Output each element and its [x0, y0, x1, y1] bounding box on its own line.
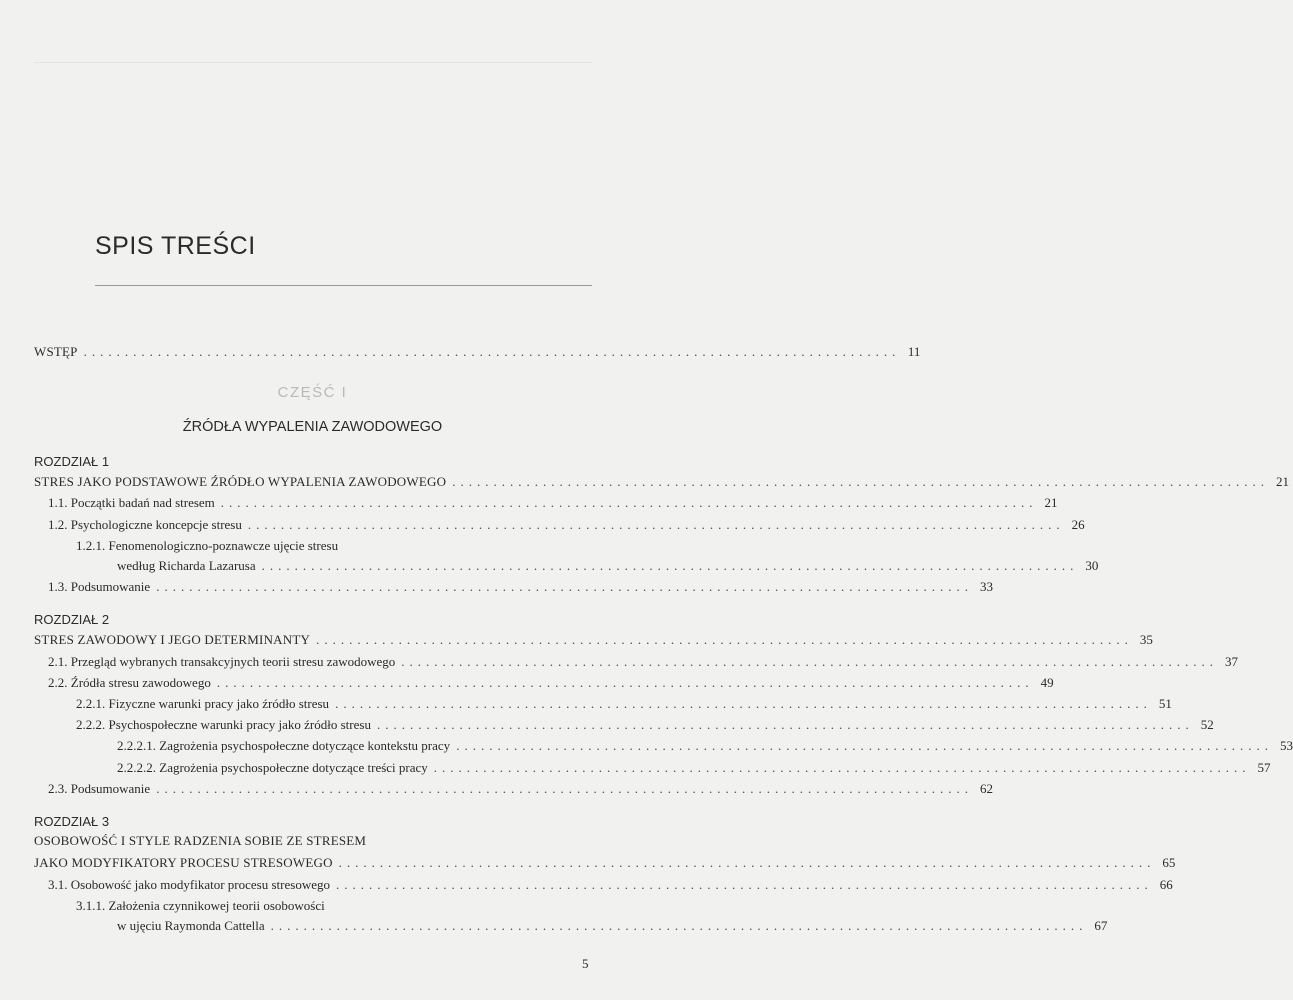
toc-entry-chapter-2[interactable] [34, 632, 1153, 648]
toc-entry-label: STRES ZAWODOWY I JEGO DETERMINANTY [34, 632, 311, 647]
toc-page-number: 49 [1040, 675, 1054, 690]
toc-entry-label: 2.1. Przegląd wybranych transakcyjnych teorii stresu zawodowego [48, 654, 396, 669]
toc-entry-1-2-1[interactable] [117, 558, 1099, 574]
chapter-label: ROZDZIAŁ 1 [34, 454, 110, 469]
toc-entry-label: STRES JAKO PODSTAWOWE ŹRÓDŁO WYPALENIA ZAWODOWEGO [34, 474, 447, 489]
toc-entry-label: WSTĘP [34, 344, 78, 359]
dot-leader: ................................................................................................... [247, 517, 1065, 532]
toc-entry-label: 2.2.2.2. Zagrożenia psychospołeczne dotyczące treści pracy [117, 760, 428, 775]
toc-page-number: 52 [1200, 717, 1214, 732]
toc-page-number: 30 [1085, 558, 1099, 573]
page-number-folio: 5 [582, 956, 589, 971]
toc-entry-label: w ujęciu Raymonda Cattella [117, 918, 265, 933]
toc-page-number: 26 [1071, 517, 1085, 532]
dot-leader: ................................................................................................... [220, 495, 1038, 510]
toc-page-number: 21 [1275, 474, 1289, 489]
toc-entry-label: 2.2.2.1. Zagrożenia psychospołeczne dotyczące kontekstu pracy [117, 738, 451, 753]
dot-leader: ................................................................................................... [83, 344, 901, 359]
toc-entry-label: według Richarda Lazarusa [117, 558, 256, 573]
toc-entry-3-1-1[interactable] [117, 918, 1108, 934]
toc-entry-label: 2.3. Podsumowanie [48, 781, 151, 796]
toc-entry-label: 2.2. Źródła stresu zawodowego [48, 675, 211, 690]
dot-leader: ................................................................................................... [216, 675, 1034, 690]
toc-entry-2-2-2-2[interactable] [117, 760, 1271, 776]
dot-leader: ................................................................................................... [335, 696, 1152, 711]
toc-page-number: 35 [1139, 632, 1153, 647]
dot-leader: ................................................................................................... [376, 717, 1194, 732]
toc-entry-label: 2.2.2. Psychospołeczne warunki pracy jako źródło stresu [76, 717, 371, 732]
toc-page-number: 33 [979, 579, 993, 594]
toc-entry-2-1[interactable] [48, 654, 1239, 670]
toc-entry-label: 3.1. Osobowość jako modyfikator procesu stresowego [48, 877, 330, 892]
toc-entry-label: 1.1. Początki badań nad stresem [48, 495, 215, 510]
dot-leader: ................................................................................................... [335, 877, 1153, 892]
part-title: ŹRÓDŁA WYPALENIA ZAWODOWEGO [182, 419, 443, 435]
chapter-label: ROZDZIAŁ 2 [34, 612, 110, 627]
toc-page-number: 37 [1225, 654, 1239, 669]
toc-page-number: 67 [1094, 918, 1108, 933]
toc-entry-label: 1.2. Psychologiczne koncepcje stresu [48, 517, 242, 532]
toc-page-number: 51 [1158, 696, 1172, 711]
dot-leader: ................................................................................................... [261, 558, 1079, 573]
toc-entry-2-2-2-1[interactable] [117, 738, 1293, 754]
toc-entry-chapter-3[interactable] [34, 855, 1176, 871]
toc-entry-chapter-1[interactable] [34, 474, 1289, 490]
page-title: SPIS TREŚCI [95, 232, 256, 260]
toc-entry-1-1[interactable] [48, 495, 1058, 511]
toc-entry-2-3[interactable] [48, 781, 993, 797]
dot-leader: ................................................................................................... [156, 781, 973, 796]
part-label: CZĘŚĆ I [277, 384, 348, 401]
dot-leader: ................................................................................................... [338, 855, 1156, 870]
toc-page-number: 65 [1162, 855, 1176, 870]
toc-page-number: 62 [979, 781, 993, 796]
toc-page-number: 21 [1044, 495, 1058, 510]
toc-entry-1-2[interactable] [48, 517, 1085, 533]
toc-entry-chapter-3-line1[interactable]: OSOBOWOŚĆ I STYLE RADZENIA SOBIE ZE STRESEM [34, 833, 367, 848]
toc-entry-2-2[interactable] [48, 675, 1054, 691]
dot-leader: ................................................................................................... [316, 632, 1133, 647]
toc-entry-2-2-2[interactable] [76, 717, 1214, 733]
title-rule [95, 285, 592, 286]
toc-page-number: 57 [1257, 760, 1271, 775]
dot-leader: ................................................................................................... [456, 738, 1273, 753]
faint-rule [34, 62, 592, 63]
toc-page-number: 11 [907, 344, 921, 359]
dot-leader: ................................................................................................... [401, 654, 1219, 669]
toc-entry-3-1-1-line1[interactable]: 3.1.1. Założenia czynnikowej teorii osobowości [76, 898, 325, 913]
toc-page-number: 53 [1279, 738, 1293, 753]
dot-leader: ................................................................................................... [156, 579, 973, 594]
toc-entry-label: JAKO MODYFIKATORY PROCESU STRESOWEGO [34, 855, 333, 870]
dot-leader: ................................................................................................... [270, 918, 1088, 933]
toc-entry-label: 1.3. Podsumowanie [48, 579, 151, 594]
dot-leader: ................................................................................................... [433, 760, 1251, 775]
toc-entry-2-2-1[interactable] [76, 696, 1172, 712]
toc-entry-1-3[interactable] [48, 579, 993, 595]
toc-entry-1-2-1-line1[interactable]: 1.2.1. Fenomenologiczno-poznawcze ujęcie stresu [76, 538, 339, 553]
toc-page-number: 66 [1159, 877, 1173, 892]
dot-leader: ................................................................................................... [452, 474, 1269, 489]
chapter-label: ROZDZIAŁ 3 [34, 814, 110, 829]
toc-entry-intro[interactable] [34, 344, 921, 360]
toc-entry-label: 2.2.1. Fizyczne warunki pracy jako źródło stresu [76, 696, 330, 711]
toc-entry-3-1[interactable] [48, 877, 1173, 893]
